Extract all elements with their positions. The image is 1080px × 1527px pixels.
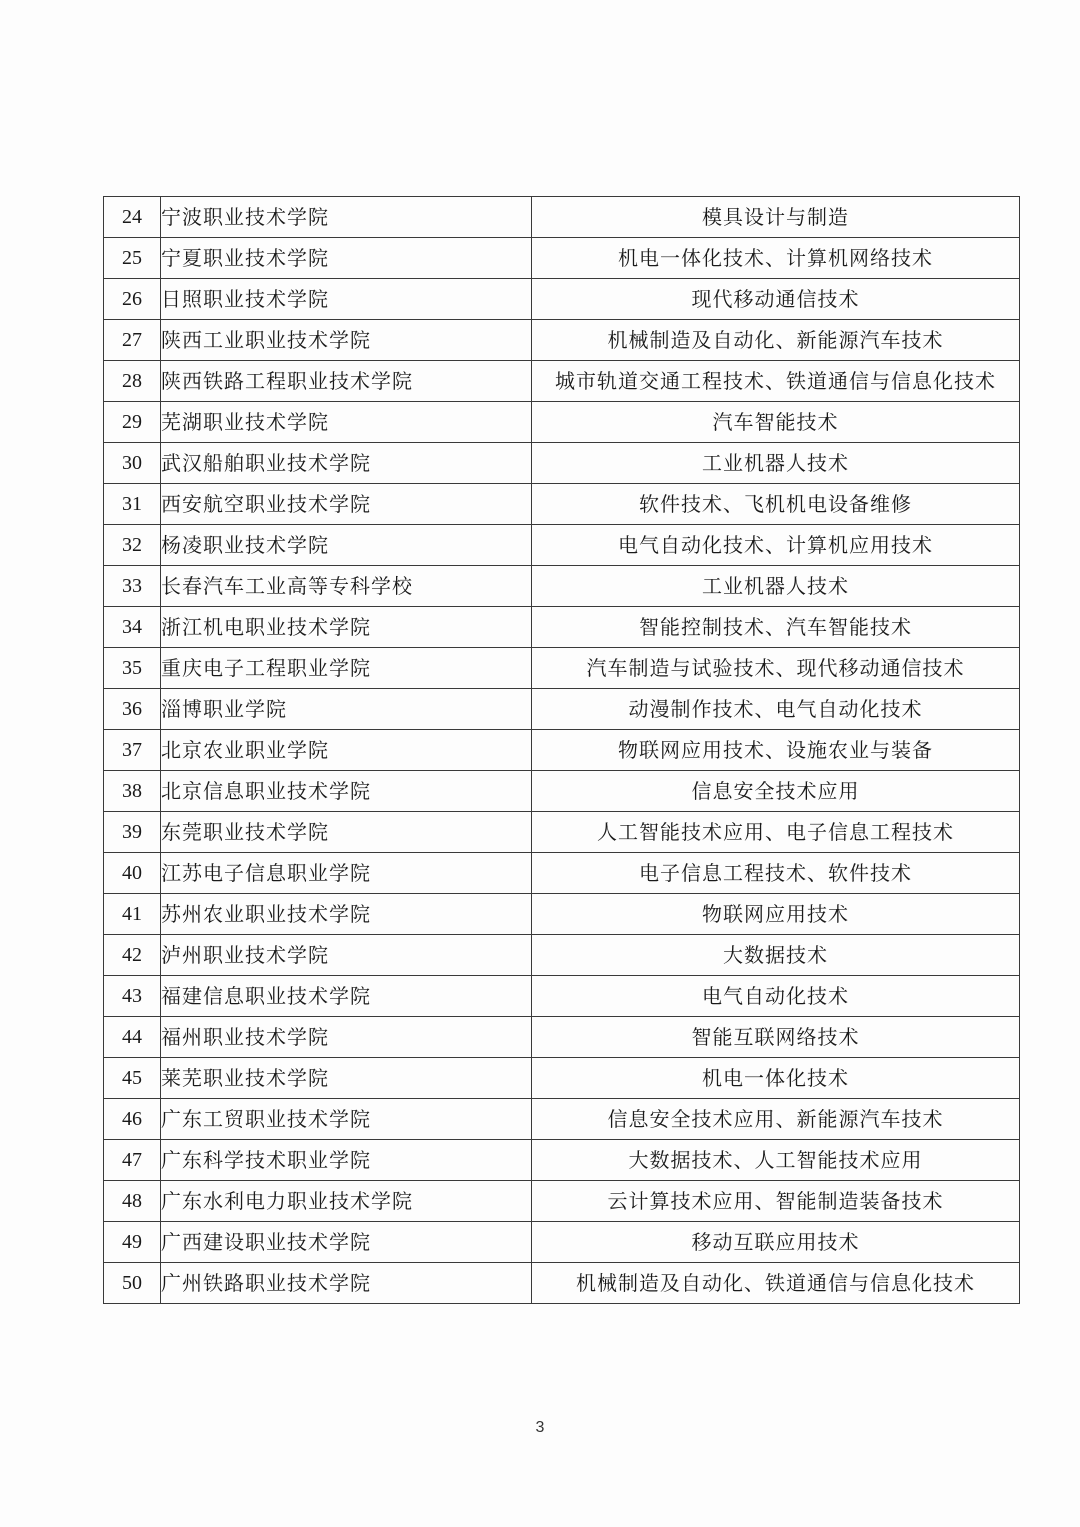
school-name-cell: 莱芜职业技术学院 bbox=[161, 1058, 532, 1099]
school-name-cell: 广州铁路职业技术学院 bbox=[161, 1263, 532, 1304]
table-row bbox=[104, 443, 1020, 484]
school-name-cell: 广东科学技术职业学院 bbox=[161, 1140, 532, 1181]
majors-cell: 机械制造及自动化、铁道通信与信息化技术 bbox=[532, 1263, 1020, 1304]
majors-cell: 城市轨道交通工程技术、铁道通信与信息化技术 bbox=[532, 361, 1020, 402]
table-body bbox=[104, 197, 1020, 1304]
school-major-table bbox=[103, 196, 1020, 1304]
school-name-cell: 长春汽车工业高等专科学校 bbox=[161, 566, 532, 607]
table-row bbox=[104, 361, 1020, 402]
row-number-cell: 31 bbox=[104, 484, 161, 525]
school-name-cell: 武汉船舶职业技术学院 bbox=[161, 443, 532, 484]
majors-cell: 物联网应用技术、设施农业与装备 bbox=[532, 730, 1020, 771]
row-number-cell: 42 bbox=[104, 935, 161, 976]
table-row bbox=[104, 1017, 1020, 1058]
school-name-cell: 西安航空职业技术学院 bbox=[161, 484, 532, 525]
table-row bbox=[104, 1263, 1020, 1304]
row-number-cell: 25 bbox=[104, 238, 161, 279]
school-name-cell: 泸州职业技术学院 bbox=[161, 935, 532, 976]
school-name-cell: 陕西工业职业技术学院 bbox=[161, 320, 532, 361]
majors-cell: 机械制造及自动化、新能源汽车技术 bbox=[532, 320, 1020, 361]
table-row bbox=[104, 566, 1020, 607]
table-row bbox=[104, 1181, 1020, 1222]
row-number-cell: 45 bbox=[104, 1058, 161, 1099]
table-row bbox=[104, 1099, 1020, 1140]
table-row bbox=[104, 238, 1020, 279]
school-name-cell: 宁波职业技术学院 bbox=[161, 197, 532, 238]
majors-cell: 大数据技术 bbox=[532, 935, 1020, 976]
row-number-cell: 40 bbox=[104, 853, 161, 894]
row-number-cell: 26 bbox=[104, 279, 161, 320]
row-number-cell: 34 bbox=[104, 607, 161, 648]
majors-cell: 大数据技术、人工智能技术应用 bbox=[532, 1140, 1020, 1181]
majors-cell: 电气自动化技术、计算机应用技术 bbox=[532, 525, 1020, 566]
row-number-cell: 44 bbox=[104, 1017, 161, 1058]
table-row bbox=[104, 976, 1020, 1017]
school-name-cell: 杨凌职业技术学院 bbox=[161, 525, 532, 566]
majors-cell: 模具设计与制造 bbox=[532, 197, 1020, 238]
row-number-cell: 28 bbox=[104, 361, 161, 402]
majors-cell: 云计算技术应用、智能制造装备技术 bbox=[532, 1181, 1020, 1222]
majors-cell: 现代移动通信技术 bbox=[532, 279, 1020, 320]
row-number-cell: 24 bbox=[104, 197, 161, 238]
school-name-cell: 重庆电子工程职业学院 bbox=[161, 648, 532, 689]
row-number-cell: 37 bbox=[104, 730, 161, 771]
table-row bbox=[104, 689, 1020, 730]
school-name-cell: 北京信息职业技术学院 bbox=[161, 771, 532, 812]
majors-cell: 工业机器人技术 bbox=[532, 566, 1020, 607]
row-number-cell: 32 bbox=[104, 525, 161, 566]
school-name-cell: 江苏电子信息职业学院 bbox=[161, 853, 532, 894]
majors-cell: 移动互联应用技术 bbox=[532, 1222, 1020, 1263]
majors-cell: 人工智能技术应用、电子信息工程技术 bbox=[532, 812, 1020, 853]
table-row bbox=[104, 484, 1020, 525]
school-name-cell: 浙江机电职业技术学院 bbox=[161, 607, 532, 648]
majors-cell: 软件技术、飞机机电设备维修 bbox=[532, 484, 1020, 525]
majors-cell: 电子信息工程技术、软件技术 bbox=[532, 853, 1020, 894]
table-row bbox=[104, 402, 1020, 443]
school-name-cell: 广东水利电力职业技术学院 bbox=[161, 1181, 532, 1222]
majors-cell: 信息安全技术应用 bbox=[532, 771, 1020, 812]
majors-cell: 工业机器人技术 bbox=[532, 443, 1020, 484]
majors-cell: 汽车制造与试验技术、现代移动通信技术 bbox=[532, 648, 1020, 689]
table-row bbox=[104, 197, 1020, 238]
majors-cell: 物联网应用技术 bbox=[532, 894, 1020, 935]
table-row bbox=[104, 730, 1020, 771]
school-name-cell: 宁夏职业技术学院 bbox=[161, 238, 532, 279]
majors-cell: 电气自动化技术 bbox=[532, 976, 1020, 1017]
school-name-cell: 淄博职业学院 bbox=[161, 689, 532, 730]
table-row bbox=[104, 853, 1020, 894]
row-number-cell: 27 bbox=[104, 320, 161, 361]
table-row bbox=[104, 812, 1020, 853]
school-name-cell: 日照职业技术学院 bbox=[161, 279, 532, 320]
table-row bbox=[104, 279, 1020, 320]
row-number-cell: 41 bbox=[104, 894, 161, 935]
table-row bbox=[104, 771, 1020, 812]
school-name-cell: 福州职业技术学院 bbox=[161, 1017, 532, 1058]
row-number-cell: 50 bbox=[104, 1263, 161, 1304]
row-number-cell: 48 bbox=[104, 1181, 161, 1222]
row-number-cell: 39 bbox=[104, 812, 161, 853]
school-name-cell: 广东工贸职业技术学院 bbox=[161, 1099, 532, 1140]
table-row bbox=[104, 1222, 1020, 1263]
majors-cell: 动漫制作技术、电气自动化技术 bbox=[532, 689, 1020, 730]
row-number-cell: 38 bbox=[104, 771, 161, 812]
majors-cell: 智能控制技术、汽车智能技术 bbox=[532, 607, 1020, 648]
row-number-cell: 49 bbox=[104, 1222, 161, 1263]
school-name-cell: 广西建设职业技术学院 bbox=[161, 1222, 532, 1263]
row-number-cell: 30 bbox=[104, 443, 161, 484]
school-name-cell: 北京农业职业学院 bbox=[161, 730, 532, 771]
table-row bbox=[104, 894, 1020, 935]
row-number-cell: 33 bbox=[104, 566, 161, 607]
table-row bbox=[104, 525, 1020, 566]
majors-cell: 汽车智能技术 bbox=[532, 402, 1020, 443]
table-row bbox=[104, 1058, 1020, 1099]
row-number-cell: 36 bbox=[104, 689, 161, 730]
majors-cell: 机电一体化技术 bbox=[532, 1058, 1020, 1099]
page-number: 3 bbox=[535, 1419, 545, 1436]
table-row bbox=[104, 607, 1020, 648]
school-name-cell: 陕西铁路工程职业技术学院 bbox=[161, 361, 532, 402]
table-row bbox=[104, 1140, 1020, 1181]
row-number-cell: 47 bbox=[104, 1140, 161, 1181]
table-row bbox=[104, 935, 1020, 976]
school-name-cell: 东莞职业技术学院 bbox=[161, 812, 532, 853]
school-name-cell: 福建信息职业技术学院 bbox=[161, 976, 532, 1017]
majors-cell: 智能互联网络技术 bbox=[532, 1017, 1020, 1058]
school-name-cell: 苏州农业职业技术学院 bbox=[161, 894, 532, 935]
row-number-cell: 43 bbox=[104, 976, 161, 1017]
school-name-cell: 芜湖职业技术学院 bbox=[161, 402, 532, 443]
majors-cell: 机电一体化技术、计算机网络技术 bbox=[532, 238, 1020, 279]
table-row bbox=[104, 648, 1020, 689]
row-number-cell: 46 bbox=[104, 1099, 161, 1140]
row-number-cell: 35 bbox=[104, 648, 161, 689]
majors-cell: 信息安全技术应用、新能源汽车技术 bbox=[532, 1099, 1020, 1140]
table-row bbox=[104, 320, 1020, 361]
row-number-cell: 29 bbox=[104, 402, 161, 443]
